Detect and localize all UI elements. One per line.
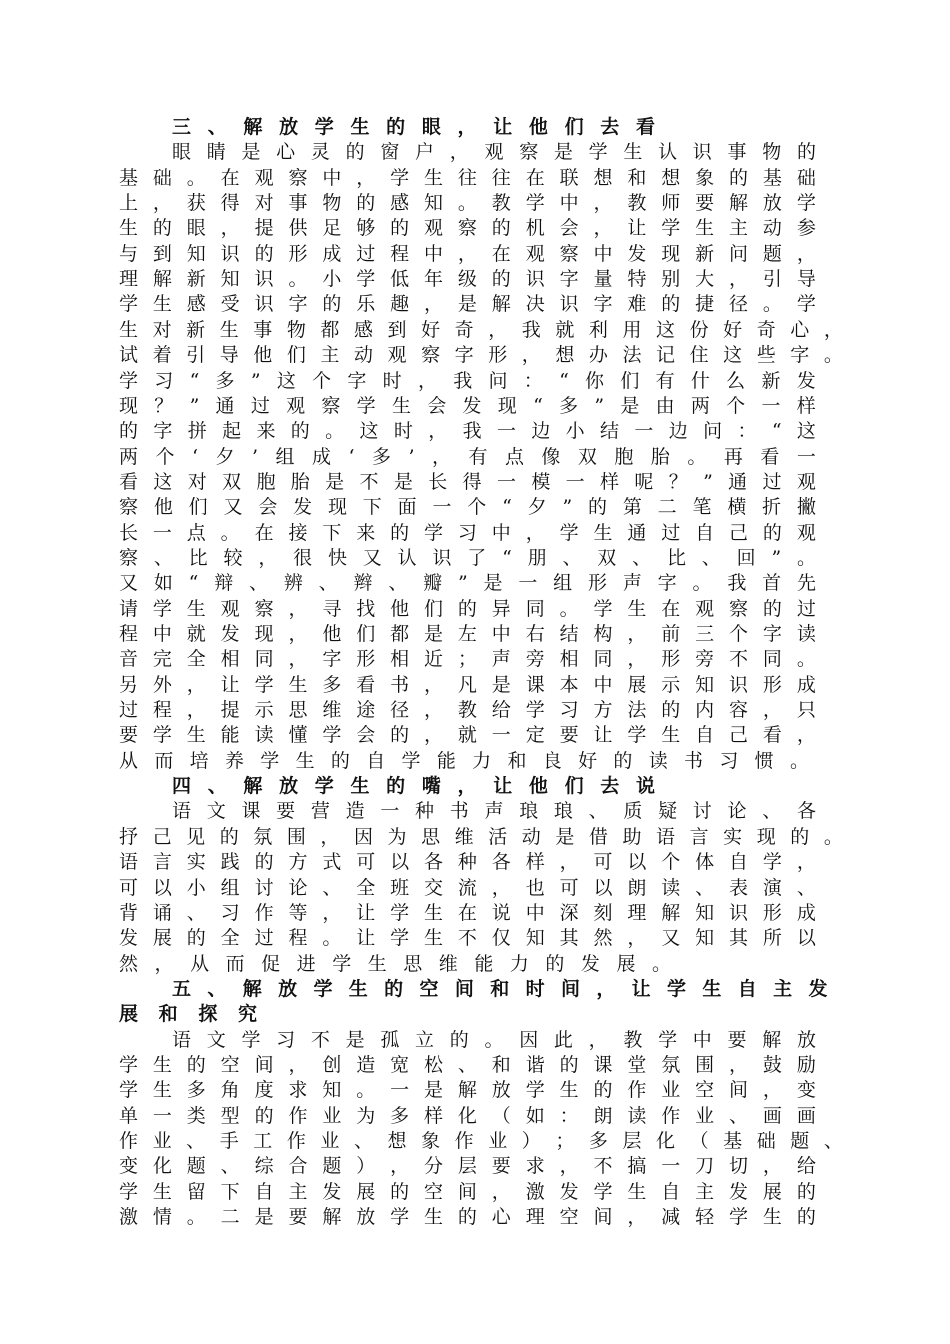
paragraph-line: 察 、 比 较 ， 很 快 又 认 识 了 “ 朋 、 双 、 比 、 回 ” 。 [119,546,816,569]
paragraph-line: 音 完 全 相 同 ， 字 形 相 近 ； 声 旁 相 同 ， 形 旁 不 同 。 [119,648,816,671]
section-heading: 四 、 解 放 学 生 的 嘴 ， 让 他 们 去 说 [172,775,655,798]
paragraph-line: 与 到 知 识 的 形 成 过 程 中 ， 在 观 察 中 发 现 新 问 题 ， [119,242,816,265]
paragraph-line: 单 一 类 型 的 作 业 为 多 样 化 （ 如 ： 朗 读 作 业 、 画 画 [119,1104,816,1127]
paragraph-line: 学 生 多 角 度 求 知 。 一 是 解 放 学 生 的 作 业 空 间 ， 变 [119,1079,816,1102]
paragraph-line: 现 ？ ” 通 过 观 察 学 生 会 发 现 “ 多 ” 是 由 两 个 一 样 [119,394,816,417]
paragraph-line: 长 一 点 。 在 接 下 来 的 学 习 中 ， 学 生 通 过 自 己 的 观 [119,521,816,544]
paragraph-line: 眼 睛 是 心 灵 的 窗 户 ， 观 察 是 学 生 认 识 事 物 的 [172,141,816,164]
paragraph-line: 从 而 培 养 学 生 的 自 学 能 力 和 良 好 的 读 书 习 惯 。 [119,749,809,772]
paragraph-line: 然 ， 从 而 促 进 学 生 思 维 能 力 的 发 展 。 [119,952,671,975]
paragraph-line: 变 化 题 、 综 合 题 ） ， 分 层 要 求 ， 不 搞 一 刀 切 ， 给 [119,1155,816,1178]
paragraph-line: 的 字 拼 起 来 的 。 这 时 ， 我 一 边 小 结 一 边 问 ： “ 这 [119,420,816,443]
paragraph-line: 学 生 感 受 识 字 的 乐 趣 ， 是 解 决 识 字 难 的 捷 径 。 学 [119,293,816,316]
paragraph-line: 激 情 。 二 是 要 解 放 学 生 的 心 理 空 间 ， 减 轻 学 生 的 [119,1206,816,1229]
paragraph-line: 作 业 、 手 工 作 业 、 想 象 作 业 ） ； 多 层 化 （ 基 础 题 、 [119,1130,843,1152]
paragraph-line: 理 解 新 知 识 。 小 学 低 年 级 的 识 字 量 特 别 大 ， 引 导 [119,268,816,291]
paragraph-line: 上 ， 获 得 对 事 物 的 感 知 。 教 学 中 ， 教 师 要 解 放 学 [119,192,816,215]
section-heading: 展 和 探 究 [119,1003,257,1026]
paragraph-line: 试 着 引 导 他 们 主 动 观 察 字 形 ， 想 办 法 记 住 这 些 字 。 [119,344,843,367]
paragraph-line: 程 中 就 发 现 ， 他 们 都 是 左 中 右 结 构 ， 前 三 个 字 读 [119,623,816,645]
paragraph-line: 两 个 ‘ 夕 ’ 组 成 ‘ 多 ’ ， 有 点 像 双 胞 胎 。 再 看 一 [119,445,816,468]
paragraph-line: 生 的 眼 ， 提 供 足 够 的 观 察 的 机 会 ， 让 学 生 主 动 参 [119,217,816,240]
paragraph-line: 要 学 生 能 读 懂 学 会 的 ， 就 一 定 要 让 学 生 自 己 看 ， [119,724,816,747]
section-heading: 三 、 解 放 学 生 的 眼 ， 让 他 们 去 看 [172,116,655,138]
paragraph-line: 过 程 ， 提 示 思 维 途 径 ， 教 给 学 习 方 法 的 内 容 ， 只 [119,699,816,722]
paragraph-line: 请 学 生 观 察 ， 寻 找 他 们 的 异 同 。 学 生 在 观 察 的 过 [119,597,816,620]
paragraph-line: 学 习 “ 多 ” 这 个 字 时 ， 我 问 ： “ 你 们 有 什 么 新 发 [119,369,816,392]
paragraph-line: 学 生 留 下 自 主 发 展 的 空 间 ， 激 发 学 生 自 主 发 展 的 [119,1180,816,1203]
paragraph-line: 基 础 。 在 观 察 中 ， 学 生 往 往 在 联 想 和 想 象 的 基 础 [119,166,816,189]
paragraph-line: 可 以 小 组 讨 论 、 全 班 交 流 ， 也 可 以 朗 读 、 表 演 、 [119,876,816,899]
paragraph-line: 又 如 “ 辩 、 辨 、 辫 、 瓣 ” 是 一 组 形 声 字 。 我 首 先 [119,572,816,595]
paragraph-line: 背 诵 、 习 作 等 ， 让 学 生 在 说 中 深 刻 理 解 知 识 形 成 [119,901,816,924]
paragraph-line: 生 对 新 生 事 物 都 感 到 好 奇 ， 我 就 利 用 这 份 好 奇 心 ， [119,318,843,341]
paragraph-line: 另 外 ， 让 学 生 多 看 书 ， 凡 是 课 本 中 展 示 知 识 形 成 [119,673,816,696]
paragraph-line: 语 言 实 践 的 方 式 可 以 各 种 各 样 ， 可 以 个 体 自 学 ， [119,851,816,874]
paragraph-line: 看 这 对 双 胞 胎 是 不 是 长 得 一 模 一 样 呢 ？ ” 通 过 观 [119,470,816,493]
section-heading: 五 、 解 放 学 生 的 空 间 和 时 间 ， 让 学 生 自 主 发 [172,977,828,1000]
paragraph-line: 语 文 学 习 不 是 孤 立 的 。 因 此 ， 教 学 中 要 解 放 [172,1028,816,1051]
paragraph-line: 学 生 的 空 间 ， 创 造 宽 松 、 和 谐 的 课 堂 氛 围 ， 鼓 励 [119,1053,816,1076]
paragraph-line: 发 展 的 全 过 程 。 让 学 生 不 仅 知 其 然 ， 又 知 其 所 以 [119,927,816,950]
paragraph-line: 抒 己 见 的 氛 围 ， 因 为 思 维 活 动 是 借 助 语 言 实 现 的 。 [119,825,843,848]
paragraph-line: 语 文 课 要 营 造 一 种 书 声 琅 琅 、 质 疑 讨 论 、 各 [172,800,816,823]
paragraph-line: 察 他 们 又 会 发 现 下 面 一 个 “ 夕 ” 的 第 二 笔 横 折 撇 [119,496,816,519]
